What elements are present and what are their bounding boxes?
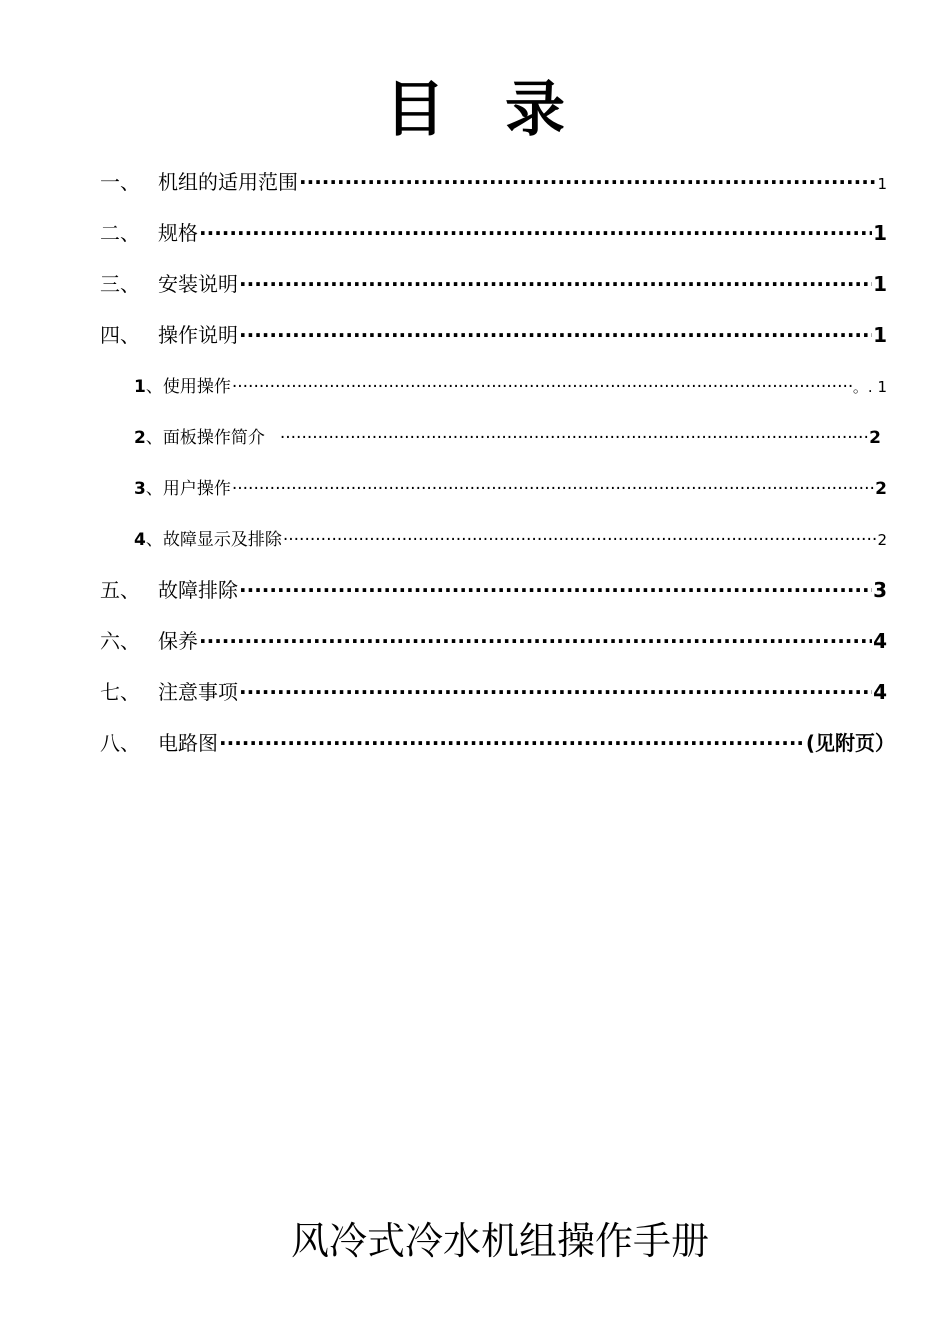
toc-subentry-label: 故障显示及排除 bbox=[162, 530, 282, 550]
toc-subentry-number: 4、 bbox=[134, 530, 163, 550]
toc-entry-number: 一、 bbox=[100, 170, 140, 194]
toc-entry-5[interactable] bbox=[100, 575, 887, 605]
toc-subentry-label: 使用操作 bbox=[162, 377, 231, 397]
toc-subentry-number: 1、 bbox=[134, 377, 163, 397]
toc-entry-page: 1 bbox=[873, 272, 887, 296]
toc-dot-leader bbox=[199, 626, 872, 656]
toc-heading-char-1: 目 bbox=[385, 75, 445, 145]
toc-subentry-page: 。. 1 bbox=[852, 378, 887, 396]
toc-entry-label: 操作说明 bbox=[158, 323, 238, 347]
toc-entry-7[interactable] bbox=[100, 677, 887, 707]
toc-entry-page: 4 bbox=[873, 680, 887, 704]
toc-entry-page: 1 bbox=[873, 221, 887, 245]
toc-entry-label: 规格 bbox=[158, 221, 198, 245]
toc-subentry-1[interactable] bbox=[134, 372, 887, 402]
toc-dot-leader bbox=[239, 575, 872, 605]
toc-entry-3[interactable] bbox=[100, 269, 887, 299]
toc-entry-6[interactable] bbox=[100, 626, 887, 656]
toc-entry-label: 故障排除 bbox=[158, 578, 238, 602]
toc-entry-label: 安装说明 bbox=[158, 272, 238, 296]
toc-subentry-3[interactable] bbox=[134, 474, 887, 504]
toc-entry-8[interactable] bbox=[100, 728, 895, 758]
toc-entry-label: 电路图 bbox=[158, 731, 218, 755]
toc-entry-number: 七、 bbox=[100, 680, 140, 704]
toc-dot-leader bbox=[199, 218, 872, 248]
toc-subentry-label: 用户操作 bbox=[162, 479, 231, 499]
toc-entry-page: 1 bbox=[873, 323, 887, 347]
toc-dot-leader bbox=[283, 525, 877, 555]
toc-heading bbox=[0, 70, 950, 150]
toc-subentry-page: 2 bbox=[877, 531, 887, 549]
toc-dot-leader bbox=[232, 474, 874, 504]
toc-dot-leader bbox=[299, 167, 876, 197]
toc-dot-leader bbox=[219, 728, 805, 758]
toc-entry-number: 三、 bbox=[100, 272, 140, 296]
toc-dot-leader bbox=[280, 423, 868, 453]
toc-entry-page: 4 bbox=[873, 629, 887, 653]
toc-entry-number: 六、 bbox=[100, 629, 140, 653]
manual-title: 风冷式冷水机组操作手册 bbox=[290, 1219, 709, 1263]
toc-entry-number: 八、 bbox=[100, 731, 140, 755]
toc-entry-label: 保养 bbox=[158, 629, 198, 653]
toc-subentry-page: 2 bbox=[875, 479, 887, 499]
toc-entry-page: 3 bbox=[873, 578, 887, 602]
toc-subentry-2[interactable] bbox=[134, 423, 887, 453]
toc-dot-leader bbox=[232, 372, 852, 402]
toc-subentry-number: 2、 bbox=[134, 428, 163, 448]
toc-subentry-label: 面板操作简介 bbox=[162, 428, 265, 448]
toc-heading-char-2: 录 bbox=[505, 75, 565, 145]
toc-entry-number: 五、 bbox=[100, 578, 140, 602]
toc-entry-number: 四、 bbox=[100, 323, 140, 347]
toc-subentry-page: 2 bbox=[869, 428, 881, 448]
toc-entry-page: 1 bbox=[877, 175, 887, 193]
toc-dot-leader bbox=[239, 677, 872, 707]
toc-entry-label: 注意事项 bbox=[158, 680, 238, 704]
toc-dot-leader bbox=[239, 320, 872, 350]
toc-dot-leader bbox=[239, 269, 872, 299]
toc-entry-number: 二、 bbox=[100, 221, 140, 245]
toc-subentry-number: 3、 bbox=[134, 479, 163, 499]
toc-entry-page: (见附页） bbox=[805, 731, 895, 755]
toc-subentry-4[interactable] bbox=[134, 525, 887, 555]
toc-entry-2[interactable] bbox=[100, 218, 887, 248]
toc-entry-label: 机组的适用范围 bbox=[158, 170, 298, 194]
toc-entry-4[interactable] bbox=[100, 320, 887, 350]
toc-entry-1[interactable] bbox=[100, 167, 887, 197]
